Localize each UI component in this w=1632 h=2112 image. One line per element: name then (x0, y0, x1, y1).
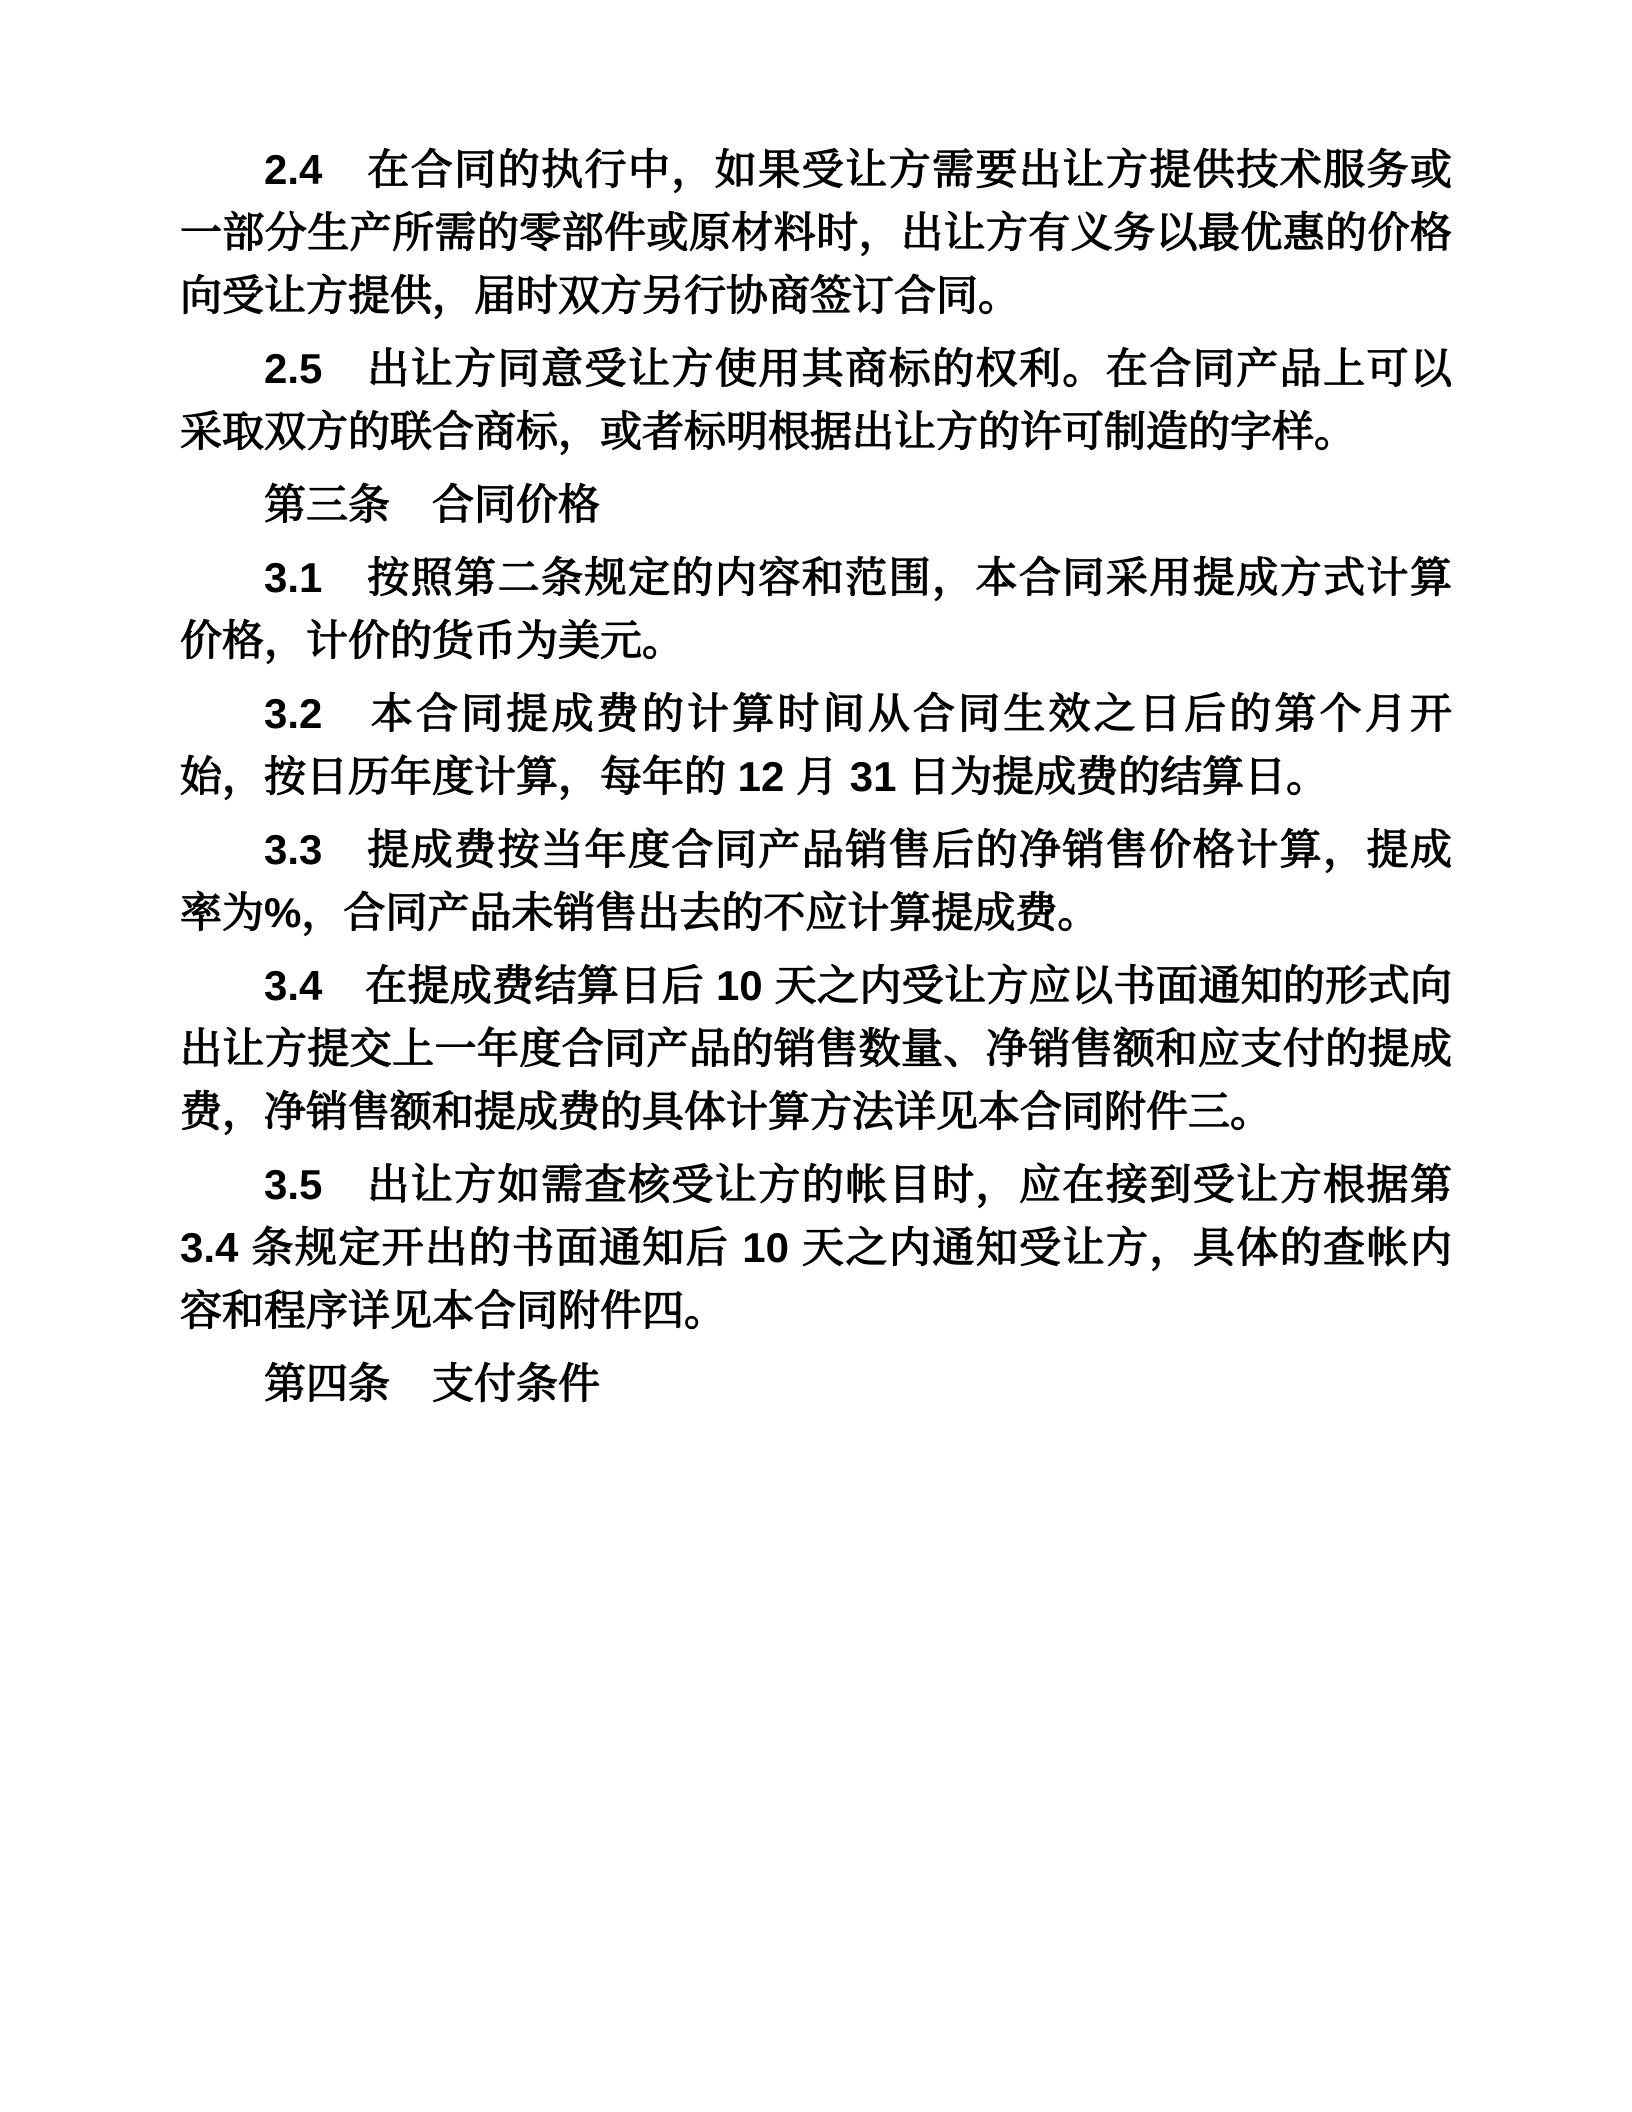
paragraph: 2.4 在合同的执行中，如果受让方需要出让方提供技术服务或一部分生产所需的零部件或原材料时，出让方有义务以最优惠的价格向受让方提供，届时双方另行协商签订合同。 (180, 146, 1452, 319)
paragraph: 3.2 本合同提成费的计算时间从合同生效之日后的第个月开始，按日历年度计算，每年的 12 月 31 日为提成费的结算日。 (180, 690, 1452, 800)
paragraph: 2.5 出让方同意受让方使用其商标的权利。在合同产品上可以采取双方的联合商标，或者标明根据出让方的许可制造的字样。 (180, 345, 1452, 455)
paragraph: 3.1 按照第二条规定的内容和范围，本合同采用提成方式计算价格，计价的货币为美元。 (180, 554, 1452, 664)
paragraph: 3.5 出让方如需查核受让方的帐目时，应在接到受让方根据第 3.4 条规定开出的书面通知后 10 天之内通知受让方，具体的查帐内容和程序详见本合同附件四。 (180, 1161, 1452, 1334)
paragraph: 3.3 提成费按当年度合同产品销售后的净销售价格计算，提成率为%，合同产品未销售出去的不应计算提成费。 (180, 826, 1452, 936)
section-heading: 第四条 支付条件 (264, 1360, 601, 1407)
document-content (180, 138, 1452, 1425)
paragraph: 3.4 在提成费结算日后 10 天之内受让方应以书面通知的形式向出让方提交上一年度合同产品的销售数量、净销售额和应支付的提成费，净销售额和提成费的具体计算方法详见本合同附件三。 (180, 962, 1452, 1135)
section-heading: 第三条 合同价格 (264, 481, 601, 528)
